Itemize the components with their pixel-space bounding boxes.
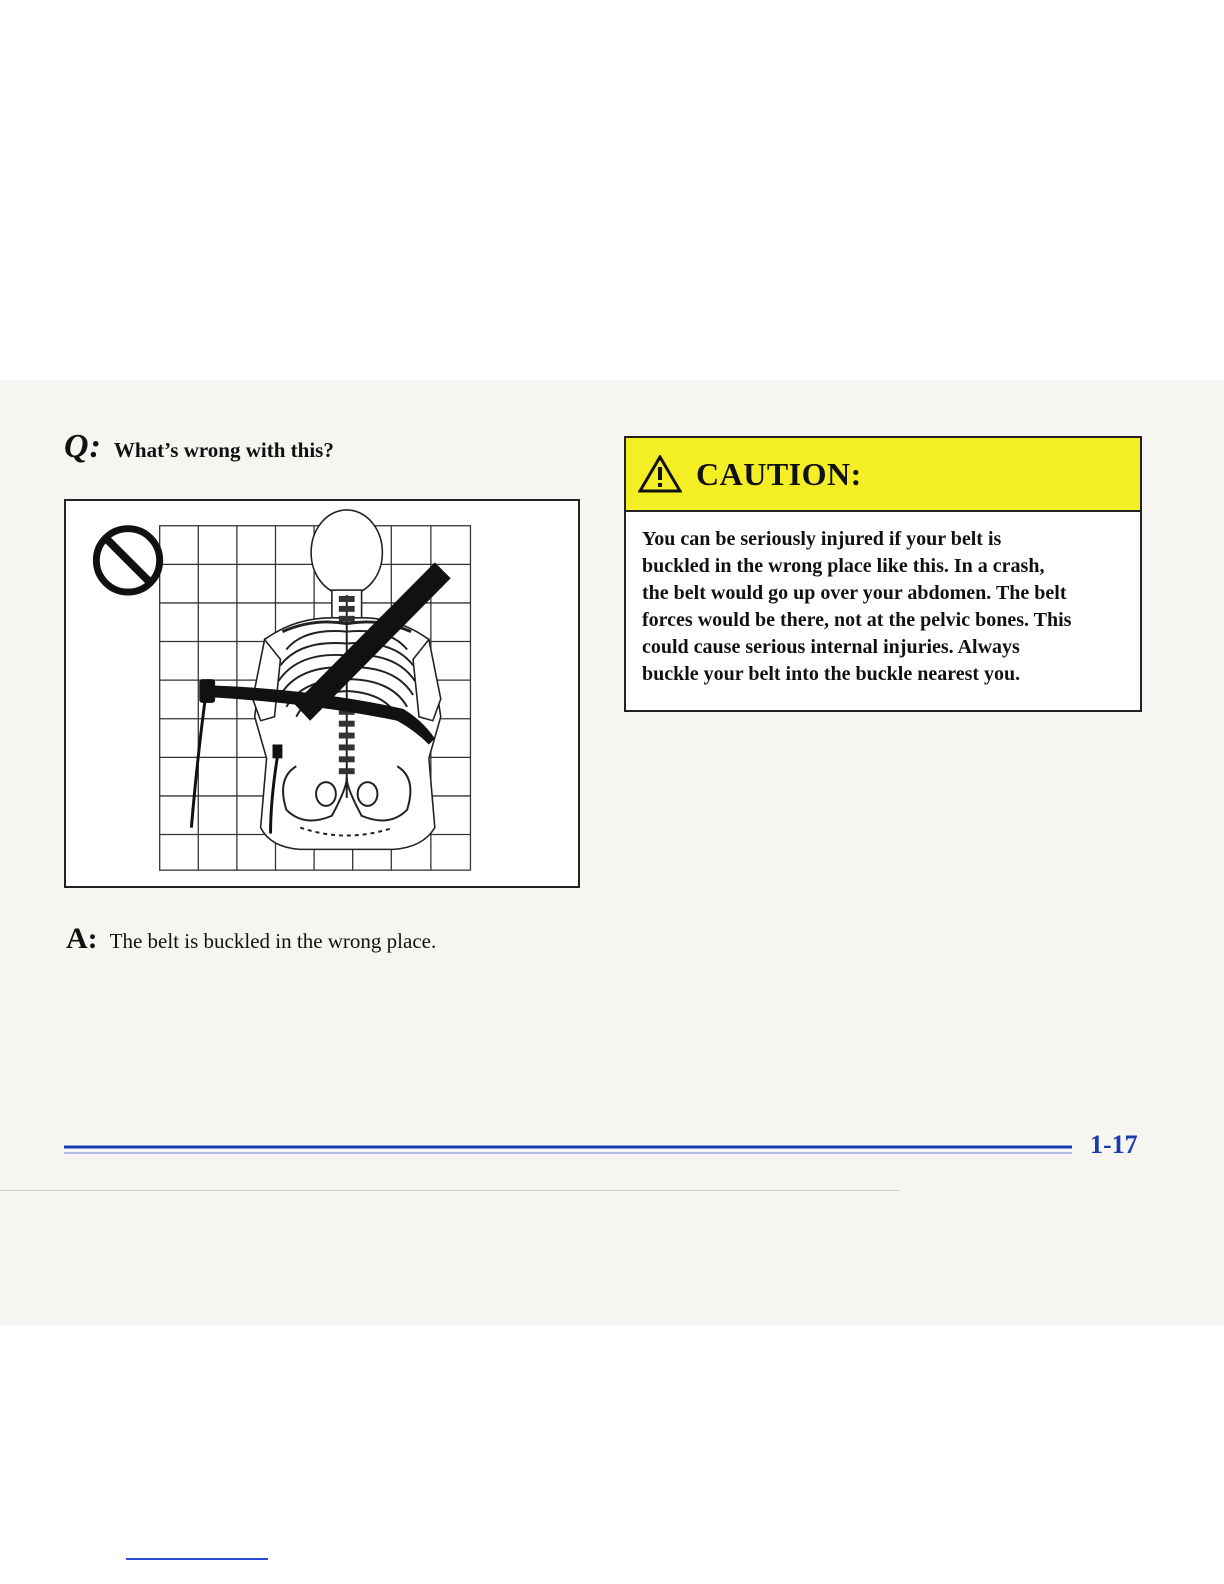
answer-label: A:: [66, 922, 98, 955]
page-number: 1-17: [1090, 1130, 1138, 1159]
bottom-rule: [126, 1558, 268, 1560]
caution-text: [626, 512, 1140, 688]
caution-box: [624, 436, 1142, 712]
answer-text: The belt is buckled in the wrong place.: [109, 929, 437, 953]
caution-line: buckled in the wrong place like this. In a crash,: [642, 555, 1045, 577]
caution-line: the belt would go up over your abdomen. The belt: [642, 582, 1067, 604]
caution-line: forces would be there, not at the pelvic bones. This: [642, 609, 1072, 631]
answer-line: [66, 922, 436, 956]
caution-line: buckle your belt into the buckle nearest you.: [642, 663, 1021, 685]
seatbelt-figure: [64, 499, 580, 888]
caution-line: You can be seriously injured if your belt is: [642, 528, 1002, 550]
caution-line: could cause serious internal injuries. Always: [642, 636, 1020, 658]
caution-title: CAUTION:: [696, 455, 862, 492]
caution-header: [626, 438, 1140, 512]
question-line: [64, 428, 334, 468]
divider: [0, 1190, 900, 1191]
question-text: What’s wrong with this?: [113, 438, 334, 462]
warning-triangle-icon: [638, 455, 682, 493]
footer-rule: [64, 1141, 1072, 1161]
question-label: Q:: [64, 428, 102, 465]
buckle-latch: [273, 744, 283, 758]
no-symbol-icon: [96, 529, 159, 592]
